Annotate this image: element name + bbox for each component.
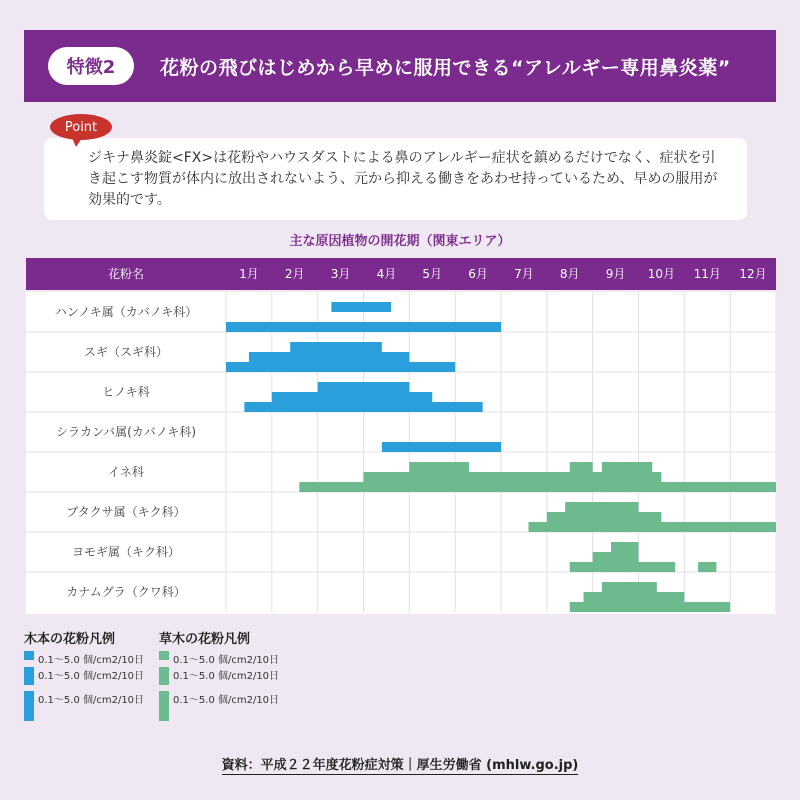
- tree-swatch-high: [24, 691, 34, 721]
- chart-title: 主な原因植物の開花期（関東エリア）: [289, 234, 511, 249]
- grass-swatch-low: [159, 651, 169, 660]
- pollen-bar-high: [409, 462, 469, 472]
- pollen-bar-low: [226, 362, 455, 372]
- pollen-bar-mid: [547, 512, 662, 522]
- feature-title: 花粉の飛びはじめから早めに服用できる“アレルギー専用鼻炎薬”: [160, 56, 731, 79]
- tree-legend-item-mid: [24, 667, 145, 691]
- row-label: イネ科: [108, 465, 144, 479]
- point-tag: Point: [50, 114, 112, 140]
- chart-body: [26, 292, 776, 614]
- pollen-bar-high: [290, 342, 382, 352]
- grass-swatch-high: [159, 691, 169, 721]
- month-label: 11月: [693, 267, 721, 281]
- pollen-bar-high: [611, 542, 639, 552]
- source-text: 資料：平成２２年度花粉症対策｜厚生労働省 (mhlw.go.jp): [221, 758, 579, 773]
- month-label: 6月: [468, 267, 488, 281]
- feature-header: [24, 30, 776, 102]
- month-label: 7月: [514, 267, 534, 281]
- point-text: ジキナ鼻炎錠<FX>は花粉やハウスダストによる鼻のアレルギー症状を鎮めるだけでなく、症状を引き起こす物質が体内に放出されないよう、元から抑える働きをあわせ持っているため、早めの服用が効果的です。: [88, 150, 718, 208]
- row-label: ブタクサ属（キク科）: [66, 505, 186, 519]
- tree-swatch-mid: [24, 667, 34, 685]
- month-label: 9月: [605, 267, 626, 281]
- pollen-bar-low: [244, 402, 482, 412]
- pollen-bar-mid: [584, 592, 685, 602]
- pollen-bar-high: [565, 502, 638, 512]
- grass-legend-title: 草木の花粉凡例: [159, 632, 251, 647]
- grass-legend-text-high: 0.1〜5.0 個/cm2/10日: [173, 695, 280, 706]
- pollen-bar-mid: [364, 472, 662, 482]
- pollen-bar-low: [570, 602, 730, 612]
- tree-legend: [24, 628, 145, 725]
- tree-legend-text-mid: 0.1〜5.0 個/cm2/10日: [38, 671, 145, 682]
- point-box: [44, 138, 747, 220]
- pollen-bar-low: [698, 562, 716, 572]
- month-label: 4月: [376, 267, 397, 281]
- row-label: カナムグラ（クワ科）: [66, 585, 186, 599]
- row-header-label: 花粉名: [107, 267, 144, 281]
- grass-swatch-mid: [159, 667, 169, 685]
- pollen-bar-high: [570, 462, 593, 472]
- grass-legend-text-mid: 0.1〜5.0 個/cm2/10日: [173, 671, 280, 682]
- month-label: 10月: [647, 267, 676, 281]
- pollen-bar-mid: [272, 392, 432, 402]
- tree-legend-title: 木本の花粉凡例: [24, 632, 116, 647]
- month-label: 3月: [330, 267, 351, 281]
- pollen-bar-low: [529, 522, 777, 532]
- tree-legend-text-high: 0.1〜5.0 個/cm2/10日: [38, 695, 145, 706]
- month-label: 12月: [739, 267, 767, 281]
- tree-legend-item-high: [24, 691, 145, 725]
- tree-legend-item-low: [24, 651, 145, 667]
- pollen-bar-mid: [593, 552, 639, 562]
- pollen-bar-high: [602, 582, 657, 592]
- month-label: 5月: [422, 267, 443, 281]
- row-label: ヒノキ科: [102, 385, 150, 399]
- grass-legend-item-high: [159, 691, 280, 725]
- source-note: [0, 754, 800, 773]
- grass-legend-text-low: 0.1〜5.0 個/cm2/10日: [173, 655, 280, 666]
- grass-legend-item-low: [159, 651, 280, 667]
- pollen-bar-low: [382, 442, 501, 452]
- tree-legend-text-low: 0.1〜5.0 個/cm2/10日: [38, 655, 145, 666]
- row-label: ヨモギ属（キク科）: [71, 545, 180, 559]
- row-label: シラカンバ属(カバノキ科): [55, 425, 197, 439]
- grass-legend-item-mid: [159, 667, 280, 691]
- row-label: ハンノキ属（カバノキ科）: [54, 305, 198, 319]
- month-label: 2月: [284, 267, 305, 281]
- grass-legend: [159, 628, 280, 725]
- tree-swatch-low: [24, 651, 34, 660]
- feature-badge: 特徴2: [48, 47, 134, 85]
- pollen-bar-high: [318, 382, 410, 392]
- pollen-bar-high: [602, 462, 652, 472]
- row-label: スギ（スギ科）: [83, 345, 168, 359]
- month-label: 1月: [239, 267, 259, 281]
- pollen-bar-mid: [249, 352, 409, 362]
- pollen-bar-low: [226, 322, 501, 332]
- pollen-bar-high: [331, 302, 391, 312]
- pollen-bar-low: [570, 562, 675, 572]
- chart-header: [26, 258, 776, 290]
- pollen-bar-low: [299, 482, 776, 492]
- month-label: 8月: [559, 267, 580, 281]
